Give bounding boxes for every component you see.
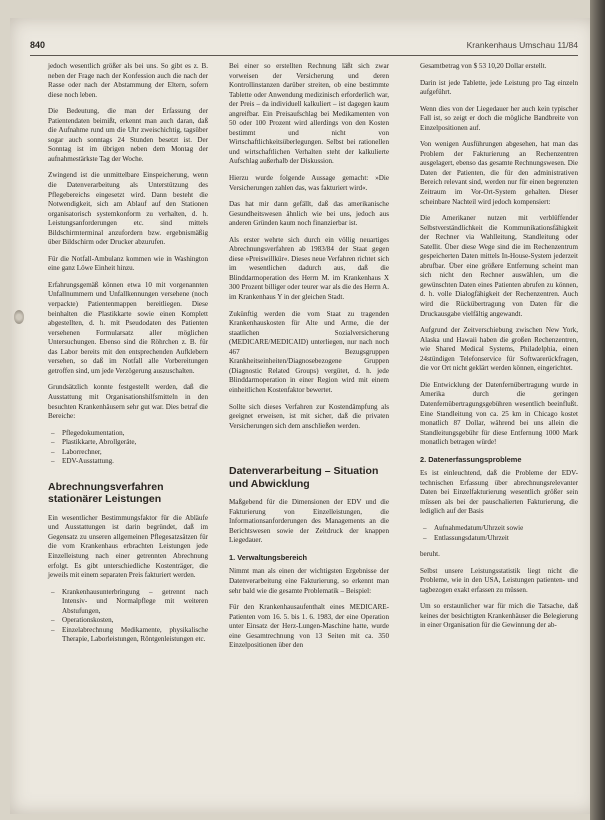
paragraph: Sollte sich dieses Verfahren zur Kostendämpfung als geeignet erweisen, ist mit sicher, daß die privaten Versicherungen sich dem anschließen werden. — [229, 402, 389, 430]
paragraph: Darin ist jede Tablette, jede Leistung pro Tag einzeln aufgeführt. — [420, 78, 578, 97]
paragraph: Ein wesentlicher Bestimmungsfaktor für die Abläufe und Ausstattungen ist darin begründet, daß im Gegensatz zu unseren allgemeinen Pflegesatzsätzen für die vom Krankenhaus erbrachten Leistungen jede Einzelleistung nach einer getrennten Abrechnung erfolgt. Es gibt unterschiedliche Kostenträger, die jeweils mit einem separaten Preis fakturiert werden. — [48, 513, 208, 580]
journal-title: Krankenhaus Umschau 11/84 — [466, 40, 578, 50]
list-item: – Einzelabrechnung Medikamente, physikalische Therapie, Laborleistungen, Röntgenleistungen etc. — [62, 626, 208, 645]
paragraph: Hierzu wurde folgende Aussage gemacht: »Die Versicherungen zahlen das, was fakturiert wird«. — [229, 174, 389, 192]
paragraph: Gesamtbetrag von $ 53 10,20 Dollar erstellt. — [420, 62, 547, 70]
paragraph: beruht. — [420, 550, 440, 559]
list-item: – Krankenhausunterbringung – getrennt nach Intensiv- und Normalpflege mit weiteren Abstufungen, — [62, 588, 208, 617]
bullet-list — [48, 429, 208, 467]
paragraph: Zwingend ist die unmittelbare Einspeicherung, wenn die Datenverarbeitung als Unterstützung des Pflegebereichs eingesetzt wird. Dann besteht die Notwendigkeit, sich am Ablauf auf den Stationen organisatorisch systemkonform zu verhalten, d. h. Leistungsanforderungen etc. sind mittels Bildschirmterminal anzufordern bzw. ergebnismäßig über Bildschirm oder Drucker abzurufen. — [48, 171, 208, 247]
section-heading: Datenverarbeitung – Situation und Abwicklung — [229, 465, 379, 490]
paragraph: Die Amerikaner nutzen mit verblüffender Selbstverständlichkeit die Kommunikationsfähigkeit der Rechner via Wahlleitung, Standleitung oder Satellit. Über diese Wege sind die im Rechenzentrum gespeicherten Daten mittels In-House-System jederzeit abrufbar. Über eine größere Entfernung scheint man sich nicht den Rechner auswählen, um die gewünschten Daten eines Patienten abrufen zu können, d. h. volle Dialogfähigkeit der Rechenzentren. Auch wird die Rückübertragung von Daten für die Druckausgabe vielfältig angewandt. — [420, 214, 578, 318]
section-heading: Abrechnungsverfahren stationärer Leistungen — [48, 480, 164, 506]
paragraph: Für den Krankenhausaufenthalt eines MEDICARE-Patienten vom 16. 5. bis 1. 6. 1983, der eine Operation unter Einsatz der Herz-Lungen-Maschine hatte, wurde eine Gesamtrechnung von 13 Seiten mit ca. 350 Einzelpositionen über den — [229, 603, 389, 650]
bullet-list — [420, 524, 578, 543]
paragraph: Erfahrungsgemäß können etwa 10 mit vorgenannten Unfallnummern und Unfallkennungen versehene (noch verpackte) Patientenmappen bereitliegen. Diese beinhalten die Plastikkarte sowie einen Komplett abgestellten, d. h. mit Pseudodaten des Patienten versehenen Formularsatz aller möglichen Untersuchungen. Ebenso sind die Röhrchen z. B. für das Labor bereits mit den entsprechenden Aufklebern versehen, so daß im Notfall alle Vorbereitungen getroffen sind, um jede Verzögerung auszuschalten. — [48, 280, 208, 375]
text-column-1 — [48, 62, 208, 652]
paragraph: Die Entwicklung der Datenfernübertragung wurde in Amerika durch die geringen Datenfernübertragungsgebühren wesentlich beeinflußt. Eine Standleitung von ca. 25 km in Chicago kostet monatlich 87 Dollar, während bei uns allein die Standleitungsgebühr für diese Entfernung 1000 Mark monatlich betragen würde! — [420, 380, 578, 447]
page-number: 840 — [30, 40, 46, 50]
subsection-heading: 1. Verwaltungsbereich — [229, 552, 308, 562]
bullet-list — [48, 588, 208, 645]
paragraph: Für die Notfall-Ambulanz kommen wie in Washington eine ganz Löwe Einheit hinzu. — [48, 254, 208, 273]
paragraph: Maßgebend für die Dimensionen der EDV und die Fakturierung von Einzelleistungen, die Informationsanforderungen des Managements an die Berichtswesen sowie der Zeitdruck der knappen Liegedauer. — [229, 498, 389, 545]
paragraph: Wenn dies von der Liegedauer her auch kein typischer Fall ist, so zeigt er doch die mögliche Bandbreite von Einzelpositionen auf. — [420, 104, 578, 132]
text-column-3 — [420, 62, 578, 638]
page-header — [30, 40, 578, 54]
paragraph: Von wenigen Ausführungen abgesehen, hat man das Problem der Fakturierung an Rechenzentren ausgelagert, ebenso das gesamte Rechnungswesen. Die Daten der Patienten, die für den administrativen Bereich relevant sind, werden nur für einen begrenzten Zeitraum im Vor-Ort-System gehalten. Dieser scheinbare Nachteil wird jedoch kompensiert: — [420, 140, 578, 206]
paragraph: Nimmt man als einen der wichtigsten Ergebnisse der Datenverarbeitung eine Fakturierung, so erkennt man sehr bald wie die gesamte Problematik – Beispiel: — [229, 567, 389, 595]
paragraph: Selbst unsere Leistungsstatistik liegt nicht die Probleme, wie in den USA, Leistungen patienten- und tagbezogen exakt erfassen zu müssen. — [420, 566, 578, 594]
subsection-heading: 2. Datenerfassungsprobleme — [420, 454, 522, 464]
paragraph: Aufgrund der Zeitverschiebung zwischen New York, Alaska und Hawaii haben die großen Rechenzentren, wie Shared Medical Systems, Philadelphia, einen 24stündigen Telefonservice für Softwarerückfragen, die vor Ort nicht geklärt werden können, eingerichtet. — [420, 326, 578, 373]
paragraph: Um so erstaunlicher war für mich die Tatsache, daß keines der besichtigten Krankenhäuser die Belegierung in einer Organisation für die Gewinnung der ab- — [420, 602, 578, 630]
list-item: – Laborrechner, — [62, 448, 208, 458]
paragraph: jedoch wesentlich größer als bei uns. So gibt es z. B. neben der Frage nach der Konfession auch die nach der Rasse oder nach der Abstammung der Eltern, sofern diese noch leben. — [48, 62, 208, 99]
paragraph: Als erster wehrte sich durch ein völlig neuartiges Abrechnungsverfahren ab 1983/84 der Staat gegen diese »Preiswillkür«. Dieses neue Verfahren richtet sich im wesentlichen dadurch aus, daß die Blinddarmoperation des Herrn M. im Krankenhaus X 300 Prozent billiger oder teurer war als die des Herrn A. im Krankenhaus Y in der gleichen Stadt. — [229, 235, 389, 302]
paragraph: Grundsätzlich konnte festgestellt werden, daß die Ausstattung mit Organisationshilfsmitteln in den besuchten Krankenhäusern sehr gut war. Dies betraf die Bereiche: — [48, 383, 208, 421]
paragraph: Die Bedeutung, die man der Erfassung der Patientendaten beimißt, erkennt man auch daran, daß die Aufnahme rund um die Uhr zweischichtig, tagsüber sogar auch sonntags 24 Stunden besetzt ist. Der Sonntag ist im übrigen neben dem Montag der aufnahmestärkste Tag der Woche. — [48, 107, 208, 163]
list-item: – EDV-Ausstattung. — [62, 457, 208, 467]
binding-hole — [14, 310, 24, 324]
list-item: – Aufnahmedatum/Uhrzeit sowie — [434, 524, 578, 534]
paragraph: Bei einer so erstellten Rechnung läßt sich zwar vorweisen der Versicherung und deren Kontrollinstanzen darüber streiten, ob eine bestimmte Tablette oder Anwendung medizinisch erforderlich war, der Preis – da individuell kalkuliert – ist dagegen kaum angreifbar. Ein Preisaufschlag bei Medikamenten von 50 oder 100 Prozent wird allerdings von den Kosten bestimmt und nicht von Wirtschaftlichkeitsüberlegungen. Selbst bei rationellen und wirtschaftlichen Verhalten steht der kalkulierte Aufschlag außerhalb der Diskussion. — [229, 62, 389, 166]
list-item: – Operationskosten, — [62, 616, 208, 626]
header-rule — [30, 55, 578, 56]
paragraph: Das hat mir dann gefällt, daß das amerikanische Gesundheitswesen ähnlich wie bei uns, jedoch aus anderen Gründen kaum noch finanzierbar ist. — [229, 200, 389, 228]
list-item: – Plastikkarte, Abrollgeräte, — [62, 438, 208, 448]
paragraph: Zukünftig werden die vom Staat zu tragenden Krankenhauskosten für Alte und Arme, die der staatlichen Sozialversicherung (MEDICARE/MEDICAID) unterliegen, nur nach noch 467 Bezugsgruppen Krankheitseinheiten/Diagnosebezogene Gruppen (Diagnostic Related Groups) vergütet, d. h. jede Blinddarmoperation in einer Region wird mit einem einheitlichen Kostenfaktor bewertet. — [229, 309, 389, 394]
text-column-2 — [229, 62, 389, 658]
paragraph: Es ist einleuchtend, daß die Probleme der EDV-technischen Erfassung über abrechnungsrelevanter Daten bei Einzelfakturierung wesentlich größer sein müssen als bei der pauschalierten Fakturierung, die lediglich auf der Basis — [420, 469, 578, 516]
list-item: – Pflegedokumentation, — [62, 429, 208, 439]
book-spine — [590, 0, 605, 820]
list-item: – Entlassungsdatum/Uhrzeit — [434, 534, 578, 544]
